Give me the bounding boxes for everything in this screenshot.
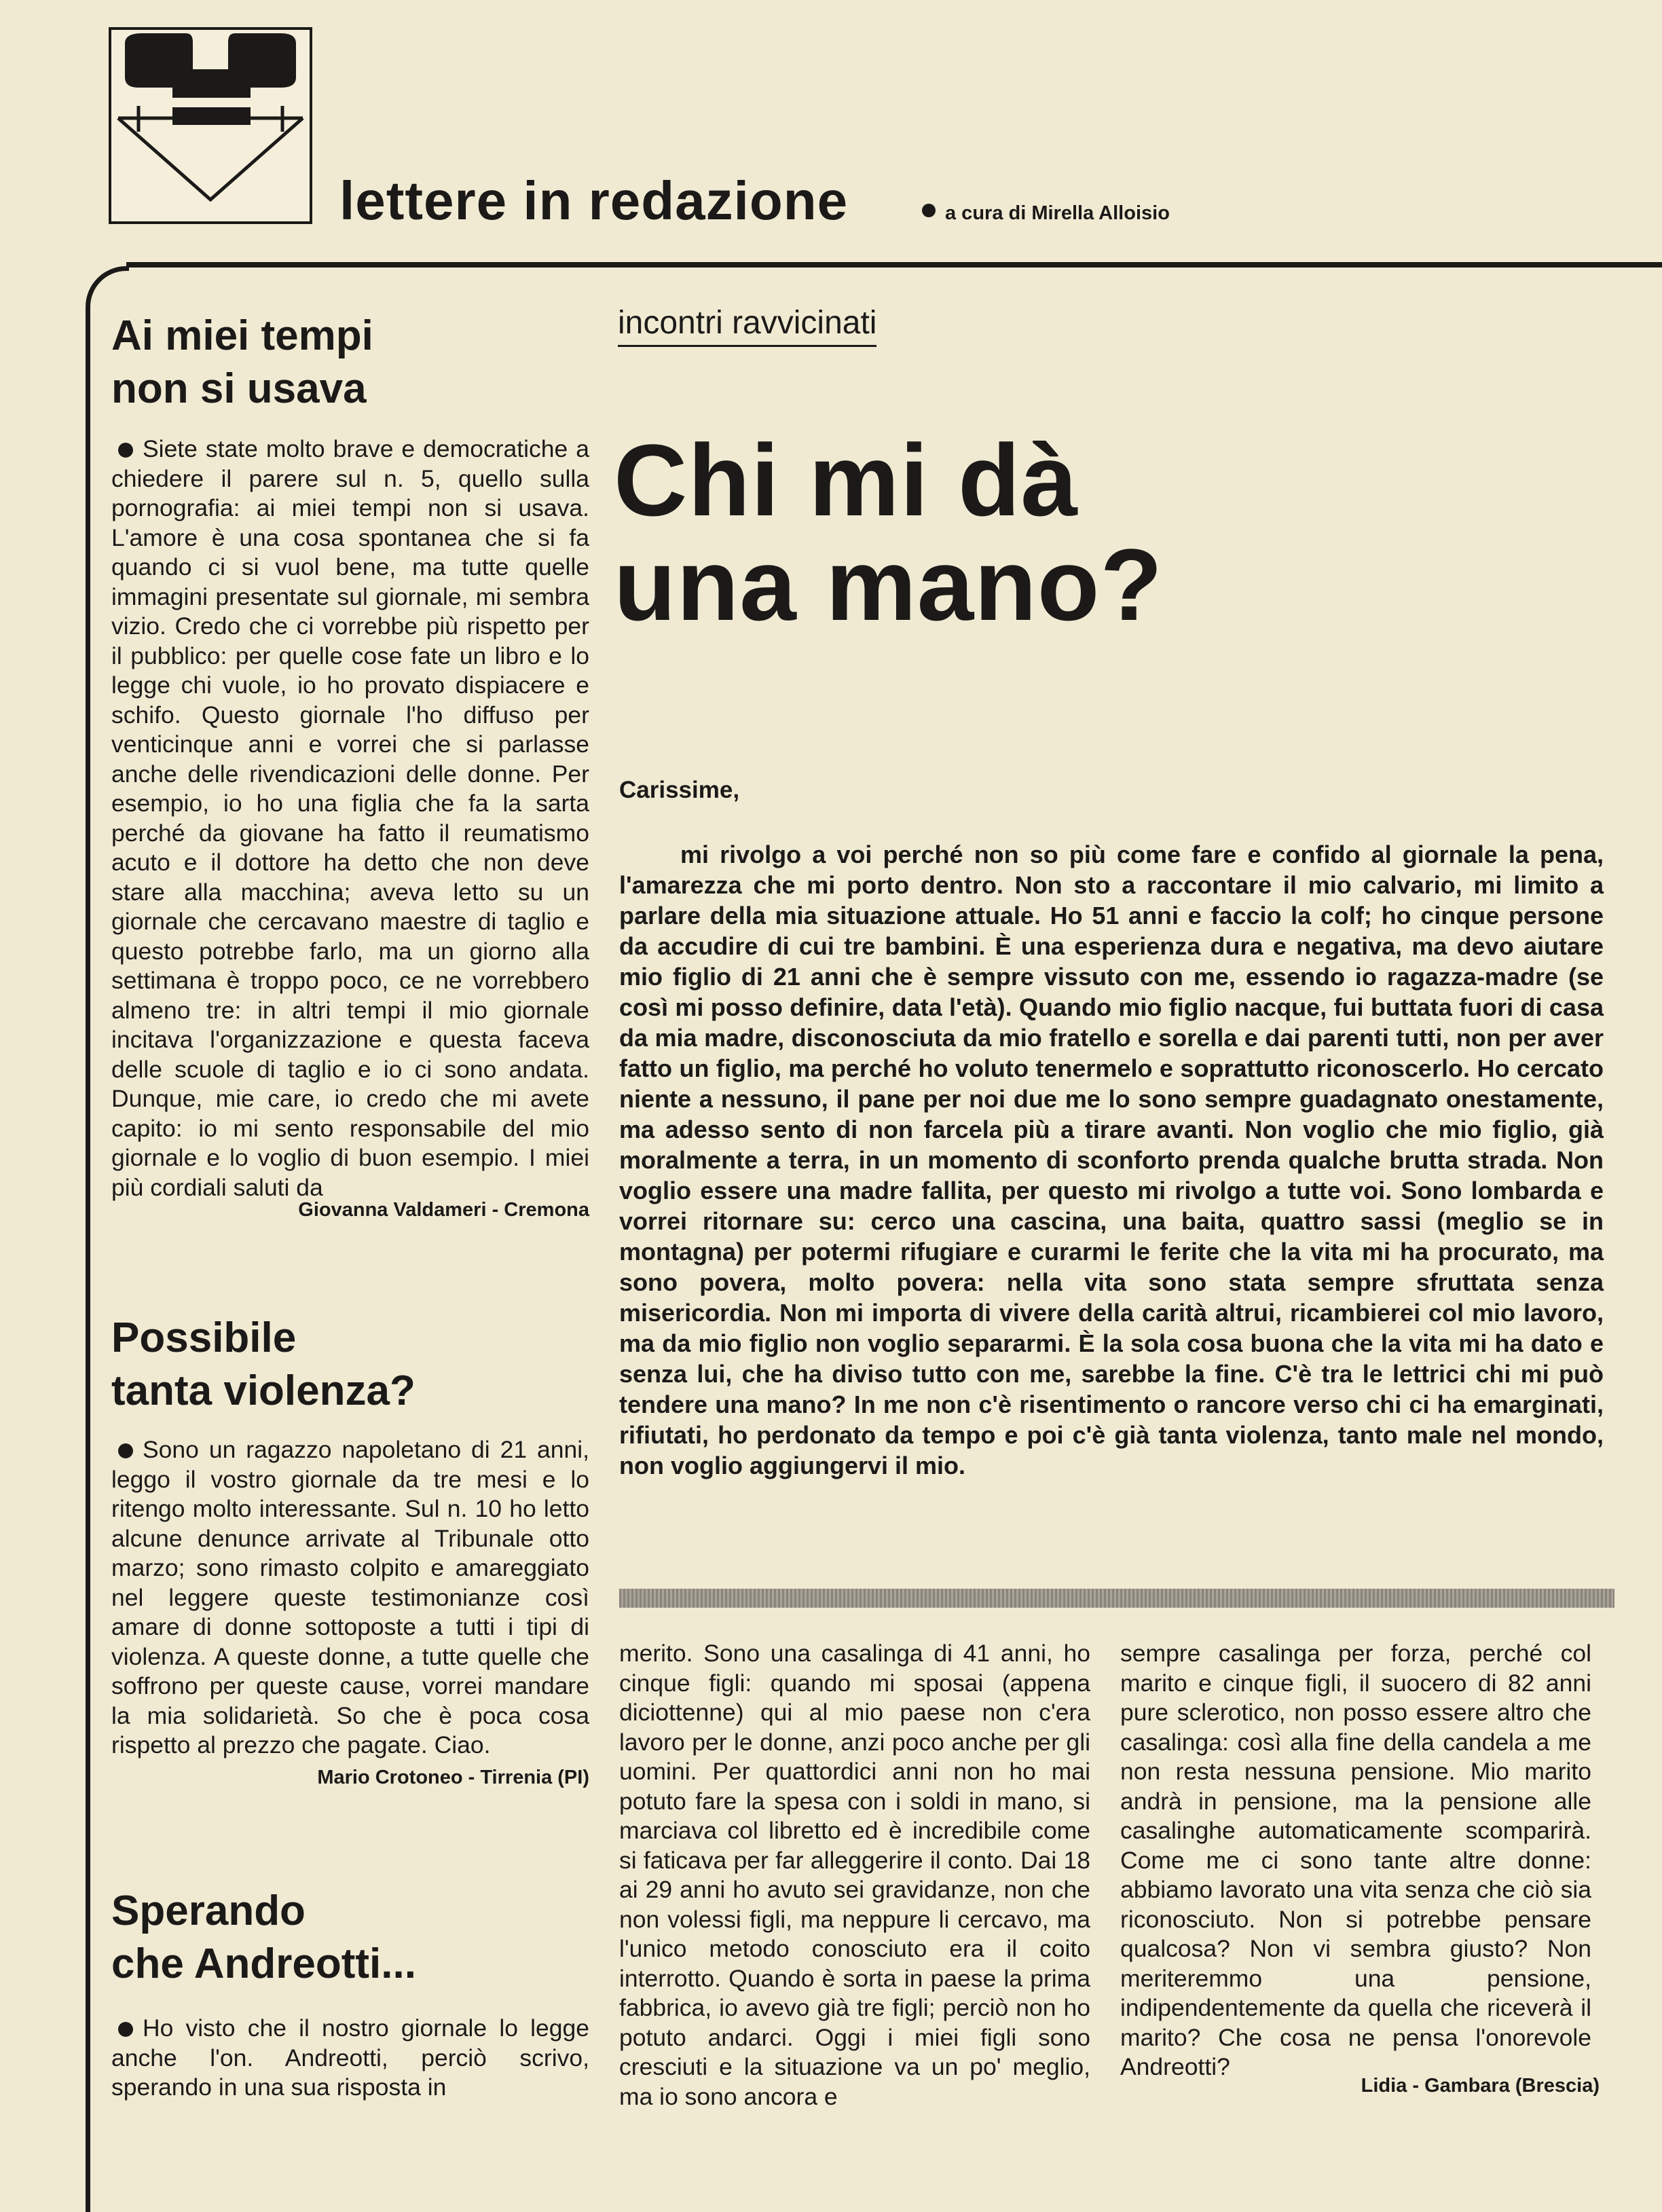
letter-title-ai-miei-tempi: Ai miei tempi non si usava	[111, 312, 373, 412]
letters-logo-icon	[109, 27, 312, 224]
letter-signature: Lidia - Gambara (Brescia)	[1361, 2075, 1600, 2097]
bullet-icon	[118, 2022, 133, 2037]
continuation-column-right: sempre casalinga per forza, perché col marito e cinque figli, il suocero di 82 anni pure sclerotico, non posso essere altro che casalinga: così alla fine della candela a me non resta nessuna pensione. Mio marito andrà in pensione, ma la pensione alle casalinghe automaticamente scomparirà. Come me ci sono tante altre donne: abbiamo lavorato una vita senza che ciò sia riconosciuto. Non si potrebbe pensare qualcosa? Non vi sembra giusto? Non meriteremmo una pensione, indipendentemente da quella che riceverà il marito? Che cosa ne pensa l'onorevole Andreotti?	[1120, 1640, 1591, 2080]
bullet-icon	[118, 443, 133, 458]
letter-body-possibile-tanta-violenza: Sono un ragazzo napoletano di 21 anni, leggo il vostro giornale da tre mesi e lo ritengo molto interessante. Sul n. 10 ho letto alcune denunce arrivate al Tribunale otto marzo; sono rimasto colpito e amareggiato nel leggere queste testimonianze così amare di donne sottoposte a tutti i tipi di violenza. A queste donne, a tutte quelle che soffrono per queste cause, vorrei mandare la mia solidarietà. So che è poca cosa rispetto al prezzo che pagate. Ciao.	[111, 1436, 589, 1758]
section-title: lettere in redazione	[339, 170, 849, 231]
bullet-icon	[118, 1443, 133, 1458]
top-rule	[126, 262, 1662, 268]
header-bullet	[922, 204, 936, 217]
letter-body-ai-miei-tempi: Siete state molto brave e democratiche a chiedere il parere sul n. 5, quello sulla pornografia: ai miei tempi non si usava. L'amore è una cosa spontanea che si fa quando ci si vuol bene, ma tutte quelle immagini presentate sul giornale, mi sembra vizio. Credo che ci vorrebbe più rispetto per il pubblico: per quelle cose fate un libro e lo legge chi vuole, io ho provato dispiacere e schifo. Questo giornale l'ho diffuso per venticinque anni e vorrei che si parlasse anche delle rivendicazioni delle donne. Per esempio, io ho una figlia che fa la sarta perché da giovane ha fatto il reumatismo acuto e il dottore ha detto che non deve stare alla macchina; aveva letto su un giornale che cercavano maestre di taglio e questo potrebbe farlo, ma un giorno alla settimana è troppo poco, ce ne vorrebbero almeno tre: in altri tempi il mio giornale incitava l'organizzazione e questa faceva delle scuole di taglio e io ci sono andata. Dunque, mie care, io credo che mi avete capito: io mi sento responsabile del mio giornale e lo voglio di buon esempio. I miei più cordiali saluti da	[111, 435, 589, 1201]
article-title: Chi mi dà una mano?	[614, 423, 1164, 642]
curator-credit: a cura di Mirella Alloisio	[945, 202, 1170, 224]
article-kicker: incontri ravvicinati	[618, 307, 876, 347]
letter-signature: Mario Crotoneo - Tirrenia (PI)	[317, 1767, 589, 1788]
continuation-column-left: merito. Sono una casalinga di 41 anni, ho cinque figli: quando mi sposai (appena diciottenne) qui al mio paese non c'era lavoro per le donne, anzi poco anche per gli uomini. Per quattordici anni non ho mai potuto fare la spesa con i soldi in mano, si marciava col libretto ed è incredibile come si faticava per far alleggerire il conto. Dai 18 ai 29 anni ho avuto sei gravidanze, non che non volessi figli, ma neppure li cercavo, ma l'unico metodo conosciuto era il coito interrotto. Quando è sorta in paese la prima fabbrica, io avevo già tre figli; perciò non ho potuto andarci. Oggi i miei figli sono cresciuti e la situazione va un po' meglio, ma io sono ancora e	[619, 1640, 1090, 2110]
letter-signature: Giovanna Valdameri - Cremona	[298, 1199, 589, 1221]
article-salutation: Carissime,	[619, 777, 740, 803]
letter-title-sperando-che-andreotti: Sperando che Andreotti...	[111, 1887, 416, 1987]
letter-title-possibile-tanta-violenza: Possibile tanta violenza?	[111, 1314, 416, 1414]
envelope-with-letter-icon	[111, 30, 310, 221]
article-body: mi rivolgo a voi perché non so più come fare e confido al giornale la pena, l'amarezza che mi porto dentro. Non sto a raccontare il mio calvario, mi limito a parlare della mia situazione attuale. Ho 51 anni e faccio la colf; ho cinque persone da accudire di cui tre bambini. È una esperienza dura e negativa, ma devo aiutare mio figlio di 21 anni che è sempre vissuto con me, essendo io ragazza-madre (se così mi posso definire, data l'età). Quando mio figlio nacque, fui buttata fuori di casa da mia madre, disconosciuta da mio fratello e sorella e dai parenti tutti, non per aver fatto un figlio, ma perché ho voluto tenermelo e soprattutto riconoscerlo. Ho cercato niente a nessuno, il pane per noi due me lo sono sempre guadagnato onestamente, ma adesso sento di non farcela più a tirare avanti. Non voglio che mio figlio, già moralmente a terra, in un momento di sconforto prenda qualche brutta strada. Non voglio essere una madre fallita, per questo mi rivolgo a tutte voi. Sono lombarda e vorrei ritornare su: cerco una cascina, una baita, quattro sassi (meglio se in montagna) per potermi rifugiare e curarmi le ferite che la vita mi ha procurato, ma sono povera, molto povera: nella vita sono stata sempre sfruttata senza misericordia. Non mi importa di vivere della carità altrui, ricambierei col mio lavoro, ma da mio figlio non voglio separarmi. È la sola cosa buona che la vita mi ha dato e senza lui, che ha diviso tutto con me, sarebbe la fine. C'è tra le lettrici chi mi può tendere una mano? In me non c'è risentimento o rancore verso chi ci ha emarginati, rifiutati, ho perdonato da tempo e poi c'è già tanta violenza, tanto male nel mondo, non voglio aggiungervi il mio.	[619, 841, 1604, 1479]
letter-body-sperando-che-andreotti: Ho visto che il nostro giornale lo legge anche l'on. Andreotti, perciò scrivo, sperando in una sua risposta in	[111, 2014, 589, 2101]
separator-bar	[619, 1589, 1614, 1608]
